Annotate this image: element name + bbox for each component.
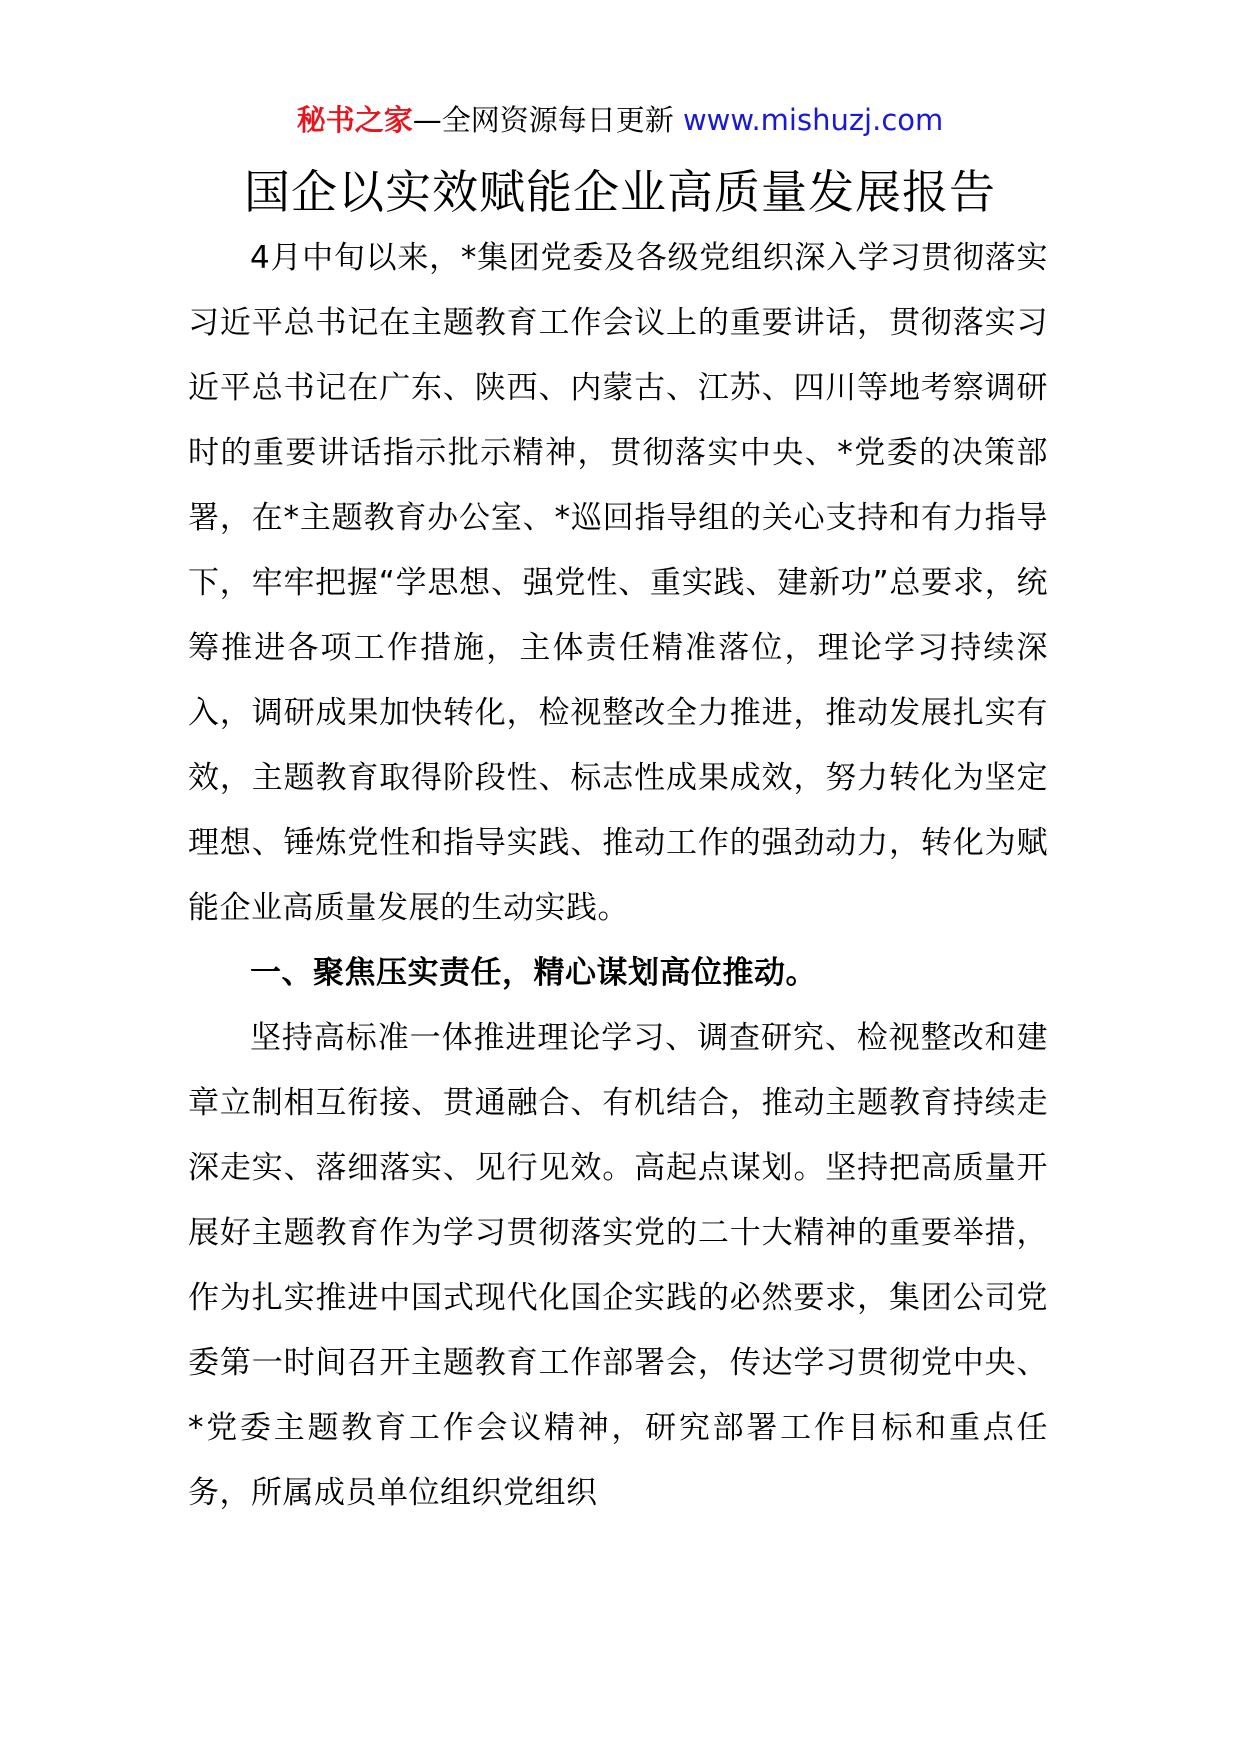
document-title: 国企以实效赋能企业高质量发展报告 (244, 165, 996, 219)
section-heading-1: 一、聚焦压实责任，精心谋划高位推动。 (250, 955, 817, 991)
site-url-link[interactable]: www.mishuzj.com (682, 103, 944, 137)
paragraph-section-1: 坚持高标准一体推进理论学习、调查研究、检视整改和建章立制相互衔接、贯通融合、有机结合，推动主题教育持续走深走实、落细落实、见行见效。高起点谋划。坚持把高质量开展好主题教育作为学习贯彻落实党的二十大精神的重要举措，作为扎实推进中国式现代化国企实践的必然要求，集团公司党委第一时间召开主题教育工作部署会，传达学习贯彻党中央、*党委主题教育工作会议精神，研究部署工作目标和重点任务，所属成员单位组织党组织 (188, 1020, 1048, 1511)
header-slogan: —全网资源每日更新 (412, 103, 674, 137)
paragraph-intro: 4月中旬以来，*集团党委及各级党组织深入学习贯彻落实习近平总书记在主题教育工作会议上的重要讲话，贯彻落实习近平总书记在广东、陕西、内蒙古、江苏、四川等地考察调研时的重要讲话指示批示精神，贯彻落实中央、*党委的决策部署，在*主题教育办公室、*巡回指导组的关心支持和有力指导下，牢牢把握“学思想、强党性、重实践、建新功”总要求，统筹推进各项工作措施，主体责任精准落位，理论学习持续深入，调研成果加快转化，检视整改全力推进，推动发展扎实有效，主题教育取得阶段性、标志性成果成效，努力转化为坚定理想、锤炼党性和指导实践、推动工作的强劲动力，转化为赋能企业高质量发展的生动实践。 (188, 240, 1048, 926)
brand-name: 秘书之家 (296, 103, 413, 137)
document-body (188, 226, 1048, 1526)
site-header (0, 100, 1240, 140)
